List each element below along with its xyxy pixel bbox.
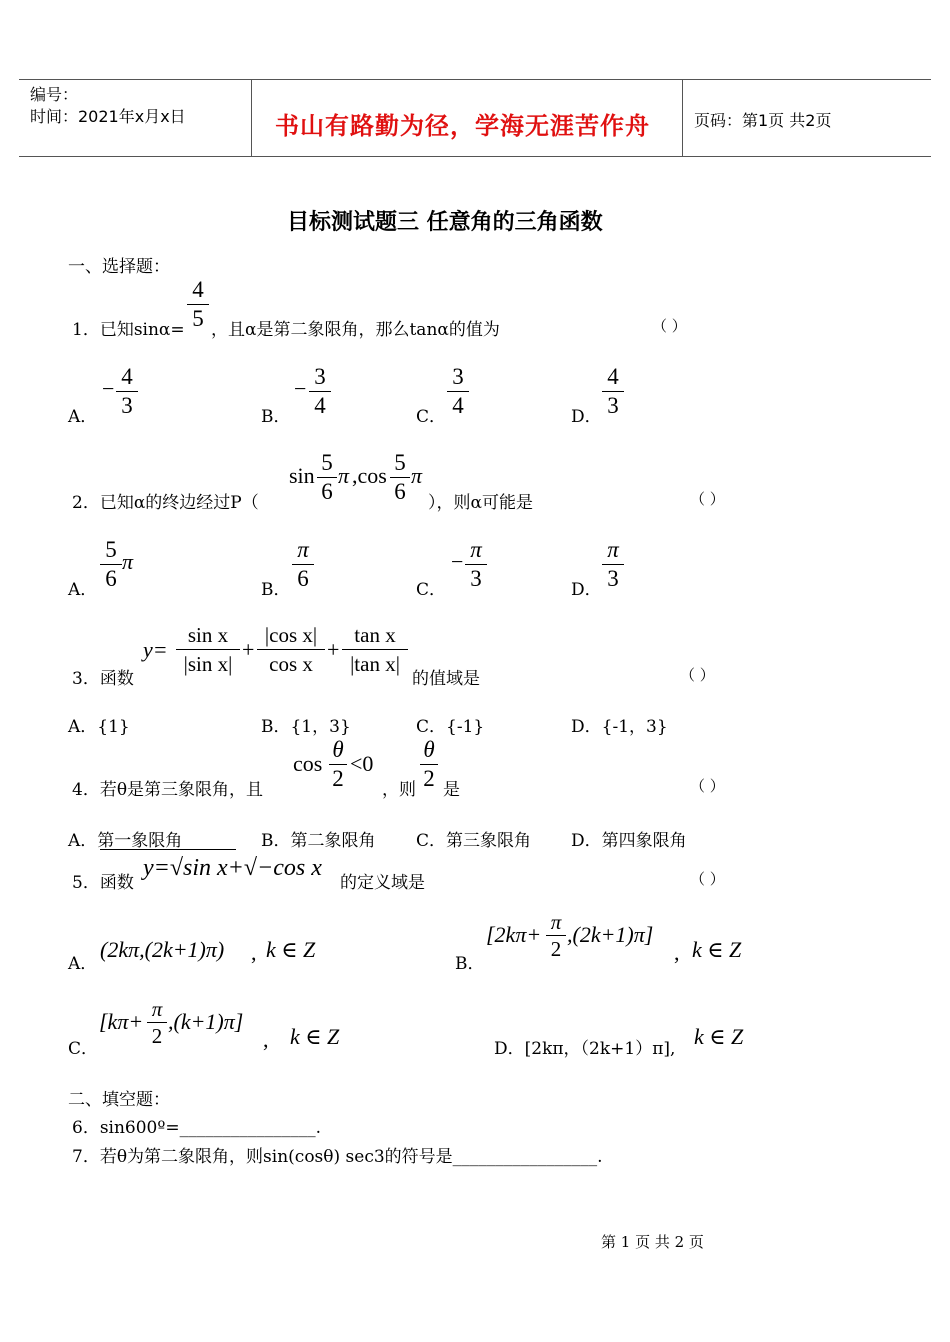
q1-b-den: 4 bbox=[314, 393, 326, 418]
q1-d-den: 3 bbox=[607, 393, 619, 418]
q2-sin: sin bbox=[289, 463, 315, 488]
q1-d-frac bbox=[602, 364, 624, 419]
q2-n2: 5 bbox=[394, 450, 406, 475]
q2-a-frac bbox=[100, 537, 122, 592]
q1-b-frac bbox=[309, 364, 331, 419]
q4-lt0: <0 bbox=[350, 751, 374, 776]
q5-b-expr-b: ,(2k+1)π] bbox=[567, 922, 654, 947]
q5-b-kz: k ∈ Z bbox=[692, 937, 742, 962]
q3-plus-1: + bbox=[242, 637, 255, 662]
q1-stem-a: 1．已知sinα= bbox=[72, 320, 185, 340]
header-page-label: 页码：第1页 共2页 bbox=[694, 111, 832, 130]
q1-d-num: 4 bbox=[607, 364, 619, 389]
q5-a-sep: , bbox=[251, 940, 257, 965]
header-top-rule bbox=[19, 79, 931, 80]
q4-frac-2 bbox=[420, 737, 438, 792]
q2-d2: 6 bbox=[394, 479, 406, 504]
q4-two-2: 2 bbox=[423, 766, 435, 791]
section-fill-heading: 二、填空题： bbox=[68, 1090, 170, 1110]
q1-a-sign: − bbox=[102, 376, 115, 401]
q3-f3-den: |tan x| bbox=[350, 652, 400, 676]
q3-f2-num: |cos x| bbox=[264, 623, 318, 647]
q3-plus-2: + bbox=[327, 637, 340, 662]
q5-c-kz: k ∈ Z bbox=[290, 1024, 340, 1049]
q2-option-d: D． bbox=[571, 580, 602, 600]
q4-theta-2: θ bbox=[423, 737, 435, 762]
q2-b-frac bbox=[292, 537, 314, 592]
q3-frac-1 bbox=[176, 622, 240, 677]
q1-b-num: 3 bbox=[314, 364, 326, 389]
q4-paren: （ ） bbox=[690, 777, 725, 795]
q5-b-expr-a: [2kπ+ bbox=[486, 922, 542, 947]
q2-c-sign: − bbox=[451, 549, 464, 574]
q5-c-expr-b: ,(k+1)π] bbox=[168, 1009, 244, 1034]
q5-c-expr-a: [kπ+ bbox=[99, 1009, 144, 1034]
q4-option-c: C．第三象限角 bbox=[416, 831, 532, 851]
q1-option-c: C． bbox=[416, 407, 447, 427]
q1-frac-den: 5 bbox=[192, 306, 204, 331]
q2-pi-1: π bbox=[338, 463, 350, 488]
q3-frac-3 bbox=[342, 622, 408, 677]
q3-paren: （ ） bbox=[680, 666, 715, 684]
header-number-label: 编号： bbox=[30, 85, 79, 104]
header-bottom-rule bbox=[19, 156, 931, 157]
q2-d-frac bbox=[602, 537, 624, 592]
q4-option-b: B．第二象限角 bbox=[261, 831, 376, 851]
q3-option-b: B．{1，3} bbox=[261, 717, 351, 737]
page-footer: 第 1 页 共 2 页 bbox=[601, 1233, 704, 1251]
q2-a-den: 6 bbox=[105, 566, 117, 591]
q1-option-b: B． bbox=[261, 407, 291, 427]
q3-y: y= bbox=[143, 637, 168, 662]
q5-expr: y=√sin x+√−cos x bbox=[143, 855, 322, 881]
q2-pi-2: π bbox=[411, 463, 423, 488]
q2-option-a: A． bbox=[68, 580, 98, 600]
q2-d-den: 3 bbox=[607, 566, 619, 591]
q3-stem-b: 的值域是 bbox=[412, 669, 480, 689]
q1-frac-num: 4 bbox=[192, 277, 204, 302]
q2-option-c: C． bbox=[416, 580, 447, 600]
q4-option-d: D．第四象限角 bbox=[571, 831, 687, 851]
header-motto: 书山有路勤为径，学海无涯苦作舟 bbox=[275, 112, 650, 140]
q4-stem-c: 是 bbox=[443, 780, 460, 800]
q2-a-num: 5 bbox=[105, 537, 117, 562]
q1-stem-b: ，且α是第二象限角，那么tanα的值为 bbox=[211, 320, 500, 340]
q7-text: 7．若θ为第二象限角，则sin(cosθ) sec3的符号是_________________. bbox=[72, 1147, 603, 1167]
q1-option-a: A． bbox=[68, 407, 98, 427]
q2-b-den: 6 bbox=[297, 566, 309, 591]
q1-a-frac bbox=[116, 364, 138, 419]
q5-d-kz: k ∈ Z bbox=[694, 1024, 744, 1049]
q3-option-d: D．{-1，3} bbox=[571, 717, 668, 737]
q4-two-1: 2 bbox=[332, 766, 344, 791]
q1-a-num: 4 bbox=[121, 364, 133, 389]
q2-comma-cos: ,cos bbox=[352, 463, 387, 488]
q5-option-d: D．[2kπ，（2k+1）π], bbox=[494, 1039, 676, 1059]
q6-text: 6．sin600º=________________. bbox=[72, 1118, 322, 1138]
q2-paren: （ ） bbox=[690, 490, 725, 508]
q2-c-den: 3 bbox=[470, 566, 482, 591]
q2-d-num: π bbox=[607, 537, 619, 562]
q1-fraction bbox=[187, 277, 209, 332]
q2-d1: 6 bbox=[321, 479, 333, 504]
q4-stem-a: 4．若θ是第三象限角，且 bbox=[72, 780, 264, 800]
q5-c-frac bbox=[147, 997, 167, 1048]
header-divider-2 bbox=[682, 79, 683, 156]
q5-c-two: 2 bbox=[151, 1024, 163, 1048]
page-title: 目标测试题三 任意角的三角函数 bbox=[287, 210, 603, 235]
q3-f1-num: sin x bbox=[187, 623, 229, 647]
q5-option-a: A． bbox=[68, 954, 98, 974]
q5-a-kz: k ∈ Z bbox=[266, 937, 316, 962]
q5-paren: （ ） bbox=[690, 870, 725, 888]
q2-n1: 5 bbox=[321, 450, 333, 475]
q3-stem-a: 3．函数 bbox=[72, 669, 134, 689]
q1-option-d: D． bbox=[571, 407, 602, 427]
section-choice-heading: 一、选择题： bbox=[68, 257, 170, 277]
q3-frac-2 bbox=[257, 622, 325, 677]
q3-option-c: C．{-1} bbox=[416, 717, 485, 737]
header-divider-1 bbox=[251, 79, 252, 156]
q3-f2-den: cos x bbox=[269, 652, 313, 676]
q1-b-sign: − bbox=[294, 376, 307, 401]
q2-option-b: B． bbox=[261, 580, 291, 600]
q2-frac-2 bbox=[390, 450, 410, 505]
q5-b-frac bbox=[546, 910, 566, 961]
q3-f1-den: |sin x| bbox=[183, 652, 233, 676]
q1-c-frac bbox=[447, 364, 469, 419]
q2-b-num: π bbox=[297, 537, 309, 562]
q5-b-two: 2 bbox=[550, 937, 562, 961]
q1-c-den: 4 bbox=[452, 393, 464, 418]
q2-c-num: π bbox=[470, 537, 482, 562]
q2-frac-1 bbox=[317, 450, 337, 505]
q1-paren: （ ） bbox=[652, 317, 687, 335]
q5-b-pi: π bbox=[550, 910, 562, 934]
q5-stem-b: 的定义域是 bbox=[340, 873, 425, 893]
q3-f3-num: tan x bbox=[354, 623, 396, 647]
q5-c-pi: π bbox=[151, 997, 163, 1021]
q4-cos: cos bbox=[293, 751, 323, 776]
q2-stem-a: 2．已知α的终边经过P（ bbox=[72, 493, 259, 513]
q4-option-a: A．第一象限角 bbox=[68, 831, 183, 851]
q5-option-b: B． bbox=[455, 954, 485, 974]
q4-stem-b: ，则 bbox=[382, 780, 416, 800]
q2-c-frac bbox=[465, 537, 487, 592]
q5-stem-a: 5．函数 bbox=[72, 873, 134, 893]
q5-b-sep: , bbox=[674, 940, 680, 965]
q1-a-den: 3 bbox=[121, 393, 133, 418]
q5-option-c: C． bbox=[68, 1039, 99, 1059]
q4-option-underline bbox=[100, 849, 236, 850]
q5-a-expr: (2kπ,(2k+1)π) bbox=[100, 937, 225, 962]
q4-frac-1 bbox=[329, 737, 347, 792]
q4-theta-1: θ bbox=[332, 737, 344, 762]
header-time-label: 时间：2021年x月x日 bbox=[30, 107, 186, 126]
q1-c-num: 3 bbox=[452, 364, 464, 389]
q2-stem-b: ），则α可能是 bbox=[428, 493, 533, 513]
q2-a-pi: π bbox=[122, 549, 134, 574]
q3-option-a: A．{1} bbox=[68, 717, 130, 737]
q5-c-sep: , bbox=[263, 1027, 269, 1052]
